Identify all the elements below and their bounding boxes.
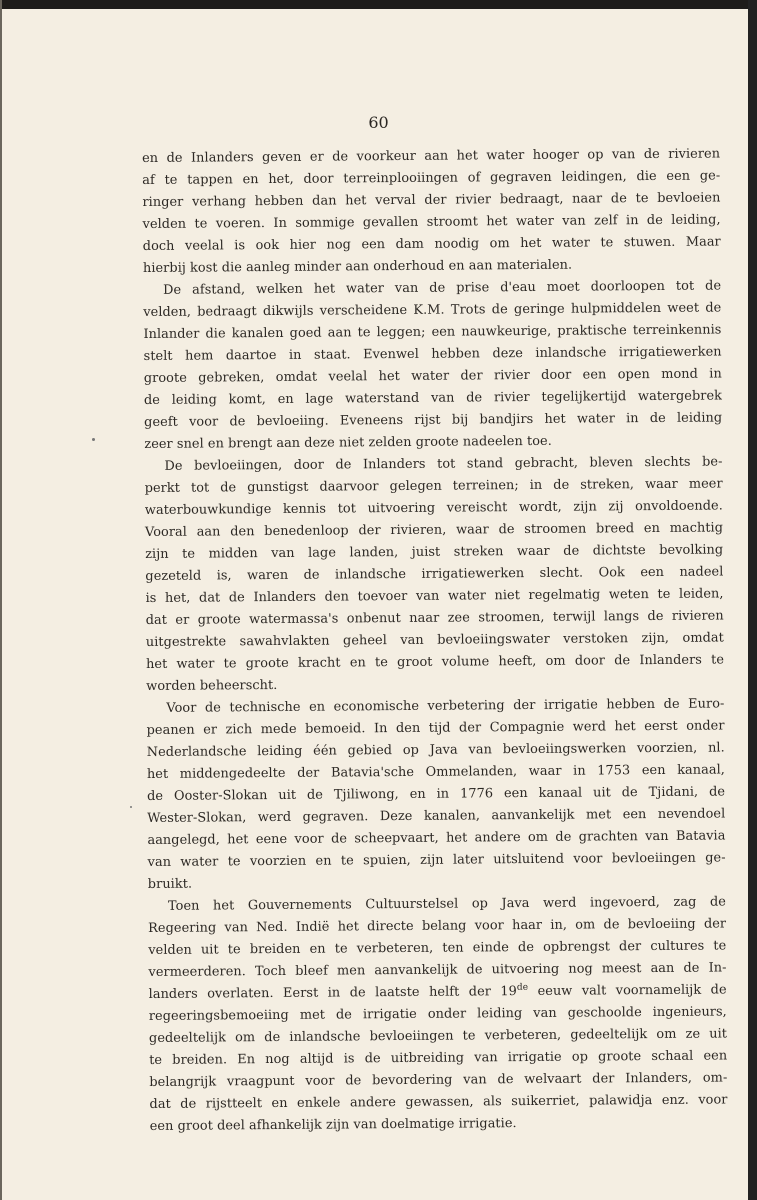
text-line: waterbouwkundige kennis tot uitvoering vereischt wordt, zijn zij onvoldoende. [144,498,723,518]
text-line: zeer snel en brengt aan deze niet zelden groote nadeelen toe. [144,433,552,452]
text-line: af te tappen en het, door terreinplooiingen of gegraven leidingen, die een ge- [142,168,721,188]
text-line: een groot deel afhankelijk zijn van doelmatige irrigatie. [149,1116,517,1134]
scan-speck [92,438,95,441]
text-line: landers overlaten. Eerst in de laatste helft der 19de eeuw valt voornamelijk de [148,982,727,1002]
text-line: regeeringsbemoeiing met de irrigatie onder leiding van geschoolde ingenieurs, [148,1004,727,1024]
scan-top-border [0,0,757,9]
text-line: Regeering van Ned. Indië het directe belang voor haar in, om de bevloeiing der [148,916,727,936]
text-line: De bevloeiingen, door de Inlanders tot stand gebracht, bleven slechts be- [164,454,723,474]
paragraph [142,143,721,280]
text-line: vermeerderen. Toch bleef men aanvankelijk de uitvoering nog meest aan de In- [148,960,727,980]
text-line: groote gebreken, omdat veelal het water der rivier door een open mond in [143,366,722,386]
text-line: dat er groote watermassa's onbenut naar zee stroomen, terwijl langs de rivieren [145,608,724,628]
text-line: de leiding komt, en lage waterstand van de rivier tegelijkertijd watergebrek [143,388,723,408]
paragraph [143,275,722,456]
text-line: gezeteld is, waren de inlandsche irrigatiewerken slecht. Ook een nadeel [145,564,724,584]
text-line: hierbij kost die aanleg minder aan onderhoud en aan materialen. [142,257,573,276]
text-line: Voor de technische en economische verbetering der irrigatie hebben de Euro- [166,696,725,716]
scan-left-edge [0,0,2,1200]
text-line: worden beheerscht. [146,677,278,694]
text-line: uitgestrekte sawahvlakten geheel van bevloeiingswater verstoken zijn, omdat [145,630,724,650]
text-line: ringer verhang hebben dan het verval der rivier bedraagt, naar de te bevloeien [142,190,721,210]
text-line: De afstand, welken het water van de prise d'eau moet doorloopen tot de [163,278,722,298]
text-line: en de Inlanders geven er de voorkeur aan het water hooger op van de rivieren [142,146,721,166]
paragraph [146,693,726,896]
text-line: is het, dat de Inlanders den toevoer van water niet regelmatig weten te leiden, [145,586,724,606]
text-line: belangrijk vraagpunt voor de bevordering van de welvaart der Inlanders, om- [149,1070,728,1090]
text-line: stelt hem daartoe in staat. Evenwel hebben deze inlandsche irrigatiewerken [143,344,722,364]
text-line: bruikt. [147,876,193,892]
text-line: peanen er zich mede bemoeid. In den tijd der Compagnie werd het eerst onder [146,718,725,738]
text-line: het middengedeelte der Batavia'sche Ommelanden, waar in 1753 een kanaal, [146,762,725,782]
text-line: doch veelal is ook hier nog een dam noodig om het water te stuwen. Maar [142,234,721,254]
text-line: zijn te midden van lage landen, juist streken waar de dichtste bevolking [145,542,724,562]
text-line: Nederlandsche leiding één gebied op Java van bevloeiingswerken voorzien, nl. [146,740,725,760]
text-line: velden uit te breiden en te verbeteren, ten einde de opbrengst der cultures te [148,938,727,958]
text-line: Toen het Gouvernements Cultuurstelsel op Java werd ingevoerd, zag de [167,894,726,914]
text-line: dat de rijstteelt en enkele andere gewassen, als suikerriet, palawidja enz. voor [149,1092,728,1112]
scan-speck [130,806,132,808]
scan-right-border [748,0,757,1200]
paragraph [144,451,724,698]
text-line: Vooral aan den benedenloop der rivieren, waar de stroomen breed en machtig [144,520,724,540]
ordinal-superscript: de [516,982,529,993]
text-line: velden te voeren. In sommige gevallen stroomt het water van zelf in de leiding, [142,212,721,232]
text-line: de Ooster-Slokan uit de Tjiliwong, en in 1776 een kanaal uit de Tjidani, de [147,784,726,804]
text-line: perkt tot de gunstigst daarvoor gelegen terreinen; in de streken, waar meer [144,476,723,496]
text-line: geeft voor de bevloeiing. Eveneens rijst bij bandjirs het water in de leiding [144,410,723,430]
text-line: aangelegd, het eene voor de scheepvaart, het andere om de grachten van Batavia [147,828,726,848]
text-line: Inlander die kanalen goed aan te leggen; een nauwkeurige, praktische terreinkennis [143,322,722,342]
body-text [142,143,728,1138]
page-number: 60 [368,113,389,132]
text-line: velden, bedraagt dikwijls verscheidene K.M. Trots de geringe hulpmiddelen weet de [143,300,722,320]
paragraph [148,891,728,1138]
text-line: van water te voorzien en te spuien, zijn later uitsluitend voor bevloeiingen ge- [147,850,726,870]
text-line: Wester-Slokan, werd gegraven. Deze kanalen, aanvankelijk met een nevendoel [147,806,726,826]
text-line: het water te groote kracht en te groot volume heeft, om door de Inlanders te [145,652,725,672]
text-line: gedeeltelijk om de inlandsche bevloeiingen te verbeteren, gedeeltelijk om ze uit [148,1026,728,1046]
text-line: te breiden. En nog altijd is de uitbreiding van irrigatie op groote schaal een [149,1048,728,1068]
